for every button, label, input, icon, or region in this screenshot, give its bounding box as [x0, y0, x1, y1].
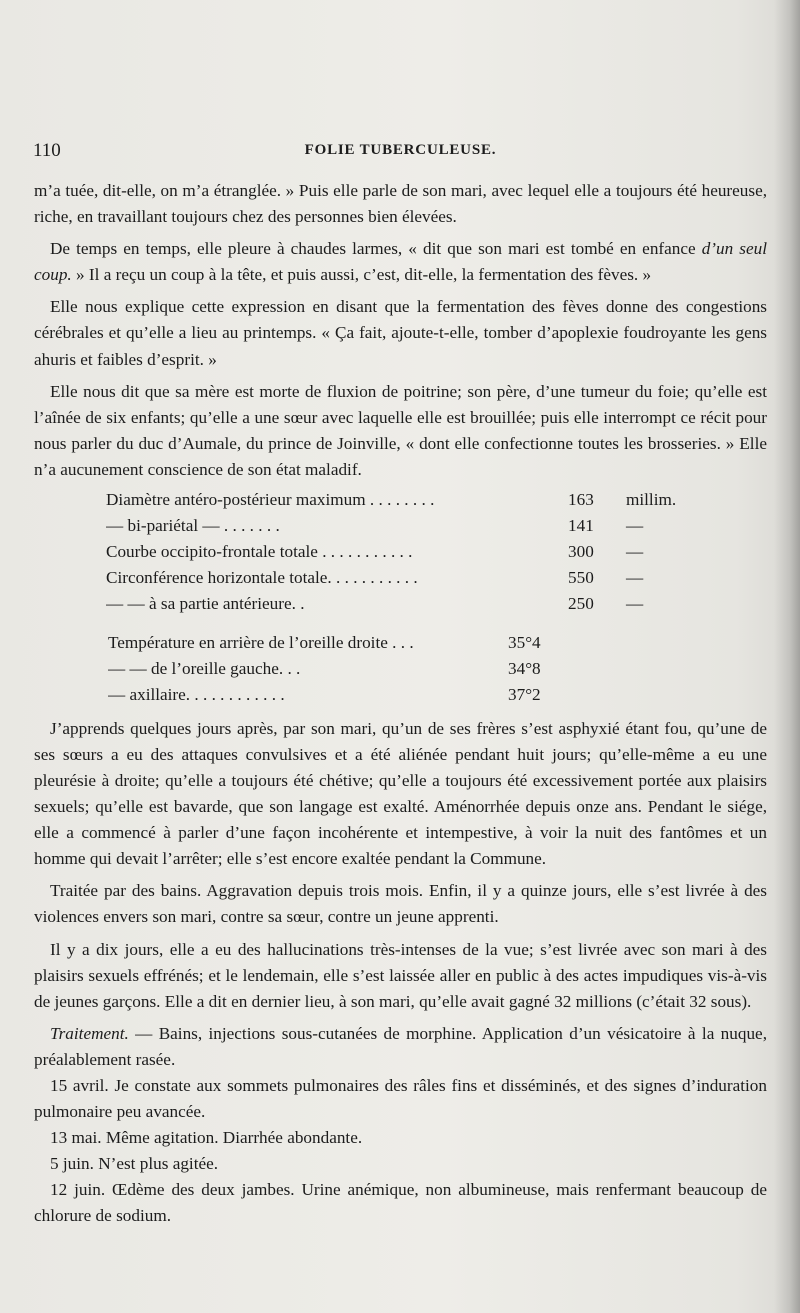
paragraph: Traitée par des bains. Aggravation depuis trois mois. Enfin, il y a quinze jours, elle s’est livrée à des violences envers son mari, contre sa sœur, contre un jeune apprenti.	[34, 881, 767, 927]
measurement-label: — — à sa partie antérieure. .	[106, 594, 305, 614]
measurement-label: Diamètre antéro-postérieur maximum . . . . . . . .	[106, 490, 435, 510]
skull-measurements-table	[106, 487, 767, 617]
measurement-label: — bi-pariétal — . . . . . . .	[106, 516, 280, 536]
measurement-unit: millim.	[626, 490, 677, 510]
page-body	[34, 178, 767, 1230]
page-header	[33, 140, 768, 164]
paragraph	[34, 1021, 767, 1073]
measurement-unit: —	[626, 568, 644, 588]
temperature-value: 34°8	[508, 658, 541, 678]
paragraph: Elle nous dit que sa mère est morte de fluxion de poitrine; son père, d’une tumeur du foie; qu’elle est l’aînée de six enfants; qu’elle a une sœur avec laquelle elle est brouillée; puis elle interrompt ce récit pour nous parler du duc d’Aumale, du prince de Joinville, « dont elle confectionne toutes les brosseries. » Elle n’a aucunement conscience de son état maladif.	[34, 381, 767, 479]
text-run: De temps en temps, elle pleure à chaudes larmes, « dit que son mari est tombé en enfance	[50, 239, 702, 259]
temperature-label: Température en arrière de l’oreille droite . . .	[108, 632, 414, 652]
temperature-table	[108, 630, 767, 708]
measurement-value: 163	[568, 490, 594, 510]
paragraph: J’apprends quelques jours après, par son mari, qu’un de ses frères s’est asphyxié étant fou, qu’une de ses sœurs a eu des attaques convulsives et a été aliénée pendant huit jours; qu’elle-même a eu une pleurésie à droite; qu’elle a toujours été chétive; qu’elle a toujours été excessivement portée aux plaisirs sexuels; qu’elle est bavarde, que son langage est exalté. Aménorrhée depuis onze ans. Pendant le siége, elle a commencé à parler d’une façon incohérente et intempestive, à voir la nuit des fantômes et un homme qui devait l’arrêter; elle s’est encore exaltée pendant la Commune.	[34, 718, 767, 869]
paragraph: 15 avril. Je constate aux sommets pulmonaires des râles fins et disséminés, et des signes d’induration pulmonaire peu avancée.	[34, 1076, 767, 1122]
paragraph: m’a tuée, dit-elle, on m’a étranglée. » Puis elle parle de son mari, avec lequel elle a toujours été heureuse, riche, en travaillant toujours chez des personnes bien élevées.	[34, 181, 767, 227]
paragraph: Elle nous explique cette expression en disant que la fermentation des fèves donne des congestions cérébrales et qu’elle a lieu au printemps. « Ça fait, ajoute-t-elle, tomber d’apoplexie foudroyante les gens ahuris et faibles d’esprit. »	[34, 297, 767, 369]
measurement-value: 300	[568, 542, 594, 562]
measurement-label: Circonférence horizontale totale. . . . . . . . . . .	[106, 568, 418, 588]
page-number: 110	[33, 140, 61, 161]
temperature-value: 35°4	[508, 632, 541, 652]
text-run: » Il a reçu un coup à la tête, et puis aussi, c’est, dit-elle, la fermentation des fèves. »	[71, 265, 652, 285]
measurement-unit: —	[626, 594, 644, 614]
temperature-label: — — de l’oreille gauche. . .	[108, 658, 301, 678]
page-edge-shadow	[774, 0, 800, 1313]
temperature-value: 37°2	[508, 684, 541, 704]
paragraph	[34, 236, 767, 288]
paragraph: Il y a dix jours, elle a eu des hallucinations très-intenses de la vue; s’est livrée avec son mari à des plaisirs sexuels effrénés; et le lendemain, elle s’est laissée aller en public à des actes impudiques vis-à-vis de jeunes garçons. Elle a dit en dernier lieu, à son mari, qu’elle avait gagné 32 millions (c’était 32 sous).	[34, 939, 767, 1011]
running-title: FOLIE TUBERCULEUSE.	[304, 142, 497, 158]
temperature-label: — axillaire. . . . . . . . . . . .	[108, 684, 285, 704]
italic-run: Traitement.	[50, 1023, 129, 1043]
paragraph: 12 juin. Œdème des deux jambes. Urine anémique, non albumineuse, mais renfermant beaucoup de chlorure de sodium.	[34, 1180, 767, 1226]
measurement-unit: —	[626, 516, 644, 536]
measurement-unit: —	[626, 542, 644, 562]
measurement-value: 250	[568, 594, 594, 614]
paragraph: 5 juin. N’est plus agitée.	[50, 1154, 219, 1174]
text-run: — Bains, injections sous-cutanées de morphine. Application d’un vésicatoire à la nuque, préalablement rasée.	[34, 1023, 767, 1069]
paragraph: 13 mai. Même agitation. Diarrhée abondante.	[50, 1128, 363, 1148]
measurement-value: 550	[568, 568, 594, 588]
italic-run: d’un seul coup.	[34, 239, 767, 285]
measurement-value: 141	[568, 516, 594, 536]
measurement-label: Courbe occipito-frontale totale . . . . . . . . . . .	[106, 542, 413, 562]
